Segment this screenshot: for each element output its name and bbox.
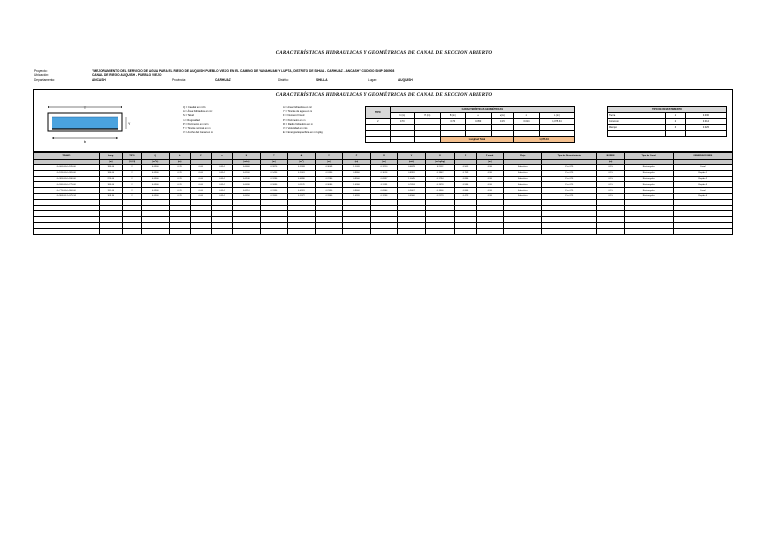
table-cell: 0.00 bbox=[190, 165, 211, 171]
table-cell bbox=[99, 228, 122, 234]
column-header: Tipo de Canal bbox=[624, 153, 673, 160]
table-cell: 0.0210 bbox=[233, 188, 261, 194]
column-unit: (m/s) bbox=[398, 159, 426, 165]
table-cell: 0.70 bbox=[169, 188, 190, 194]
table-cell: 0+365.00-0+590.00 bbox=[34, 176, 100, 182]
table-cell: 0.6878 bbox=[398, 165, 426, 171]
table-cell: 0.846 bbox=[455, 188, 476, 194]
rev-header: TIPO DE REVESTIMIENTO bbox=[608, 107, 727, 113]
table-cell: Canal bbox=[673, 165, 732, 171]
table-cell bbox=[122, 228, 141, 234]
table-cell: 0.9860 bbox=[343, 170, 371, 176]
column-header: Tipo de Revestimiento bbox=[542, 153, 597, 160]
table-cell: 185.00 bbox=[99, 165, 122, 171]
ubicacion-value: CANAL DE RIEGO AUQUISH - PUEBLO VIEJO bbox=[92, 73, 162, 77]
table-cell bbox=[370, 228, 398, 234]
table-cell: 0.0896 bbox=[288, 176, 316, 182]
empty-row bbox=[34, 228, 733, 234]
table-cell: 0.7653 bbox=[398, 182, 426, 188]
column-header: b bbox=[169, 153, 190, 160]
table-cell: Rectangular bbox=[624, 182, 673, 188]
column-header: Z bbox=[190, 153, 211, 160]
table-cell: F'c=175 bbox=[542, 170, 597, 176]
table-cell: 2 bbox=[122, 188, 141, 194]
channel-section-diagram bbox=[40, 103, 135, 146]
column-unit: (m³/s) bbox=[142, 159, 170, 165]
main-title: CARACTERÍSTICAS HIDRAULICAS Y GEOMÉTRICAS DE CANAL DE SECCION ABIERTO bbox=[275, 51, 493, 56]
table-cell: 0+590.00-0+775.00 bbox=[34, 182, 100, 188]
table-cell: 2 bbox=[122, 176, 141, 182]
table-cell: 0.90 bbox=[476, 176, 504, 182]
table-cell bbox=[398, 228, 426, 234]
table-cell: Rectangular bbox=[624, 176, 673, 182]
geo-col: e bbox=[465, 113, 491, 119]
table-cell: 0+185.00-0+365.00 bbox=[34, 170, 100, 176]
column-unit: (m) bbox=[343, 159, 371, 165]
legend-right bbox=[283, 106, 323, 135]
geo-cell: 0.70 bbox=[440, 119, 465, 125]
legend-item: V = Velocidad en m/s bbox=[283, 127, 308, 131]
rev-cell: 3 bbox=[666, 125, 686, 131]
table-cell: 0.1256 bbox=[370, 193, 398, 199]
geo-col: b (m) bbox=[390, 113, 414, 119]
table-cell: 0+775.00-0+966.00 bbox=[34, 188, 100, 194]
table-cell: Rapida 2 bbox=[673, 176, 732, 182]
geo-col: n bbox=[514, 113, 540, 119]
table-cell: 0.2179 bbox=[425, 193, 455, 199]
table-cell: 0.3360 bbox=[315, 193, 343, 199]
rev-cell: Concreto bbox=[608, 119, 666, 125]
table-cell: 0.1794 bbox=[425, 176, 455, 182]
geo-col: e(m) bbox=[491, 113, 514, 119]
label-bottom: b bbox=[83, 139, 87, 144]
legend-item: P = Perímetro en m/m bbox=[183, 122, 209, 126]
table-cell: F'c=175 bbox=[542, 165, 597, 171]
table-cell bbox=[260, 228, 288, 234]
table-cell: 0.90 bbox=[476, 182, 504, 188]
table-cell: 0.014 bbox=[211, 170, 232, 176]
table-cell: 0.3080 bbox=[315, 182, 343, 188]
geo-cell: 0.15 bbox=[491, 119, 514, 125]
ubicacion-label: Ubicación: bbox=[34, 73, 49, 77]
table-cell: 0.0900 bbox=[142, 193, 170, 199]
table-cell: Rectangular bbox=[624, 170, 673, 176]
table-cell bbox=[211, 228, 232, 234]
rev-cell: 2 bbox=[666, 119, 686, 125]
column-unit: (m) bbox=[597, 159, 625, 165]
table-cell: 2 bbox=[122, 170, 141, 176]
table-cell: Subcrítico bbox=[504, 188, 542, 194]
table-cell bbox=[425, 228, 455, 234]
table-cell: 0.0900 bbox=[142, 176, 170, 182]
table-cell: 1.0045 bbox=[398, 176, 426, 182]
table-cell: 0.00 bbox=[190, 188, 211, 194]
table-cell: 0.0900 bbox=[142, 170, 170, 176]
column-header: A bbox=[288, 153, 316, 160]
project-label: Proyecto: bbox=[34, 69, 48, 73]
legend-item: F = Numero Froud bbox=[283, 114, 305, 118]
rev-cell: 1 bbox=[666, 113, 686, 119]
table-cell: 185.00 bbox=[99, 182, 122, 188]
table-cell: 0.0937 bbox=[370, 176, 398, 182]
table-cell: 0.90 bbox=[476, 165, 504, 171]
geo-col: H (m) bbox=[415, 113, 441, 119]
table-cell: 0.1330 bbox=[260, 188, 288, 194]
geo-header: CARACTERÍSTICAS GEOMÉTRICAS bbox=[390, 107, 574, 113]
column-header: n bbox=[211, 153, 232, 160]
table-cell: 0.2280 bbox=[315, 176, 343, 182]
table-cell: 0.0900 bbox=[142, 165, 170, 171]
table-cell: Rapida 4 bbox=[673, 193, 732, 199]
legend-item: n = Rugosidad bbox=[183, 118, 200, 122]
geo-cell: 2 bbox=[366, 119, 391, 125]
table-cell bbox=[142, 228, 170, 234]
table-cell: 0.15 bbox=[597, 188, 625, 194]
table-cell: 0.1806 bbox=[425, 188, 455, 194]
table-cell: 0.759 bbox=[455, 170, 476, 176]
column-unit: (m/m) bbox=[233, 159, 261, 165]
column-unit: (m) bbox=[315, 159, 343, 165]
table-cell: 0.1309 bbox=[288, 165, 316, 171]
table-cell: 0.1430 bbox=[260, 170, 288, 176]
table-cell: Subcrítico bbox=[504, 165, 542, 171]
table-cell: 0.90 bbox=[476, 170, 504, 176]
lugar-value: AUQUISH bbox=[398, 78, 413, 82]
rev-cell: Mampo bbox=[608, 125, 666, 131]
table-cell: 0.014 bbox=[211, 182, 232, 188]
table-cell: Rapida 3 bbox=[673, 182, 732, 188]
table-cell: 0.70 bbox=[169, 165, 190, 171]
table-cell: 0.15 bbox=[597, 165, 625, 171]
table-cell: 0.014 bbox=[211, 188, 232, 194]
project-value: "MEJORAMIENTO DEL SERVICIO DE AGUA PARA EL RIEGO DE AUQUISH PUEBLO VIEJO EN EL CAMINO DE YANAHUAM Y LUPTA, DISTRITO DE SIHUA - CARHUAZ - ANCASH" CODIGO SNIP 266908 bbox=[92, 69, 395, 73]
table-cell: 0.00 bbox=[190, 182, 211, 188]
table-cell: 2 bbox=[122, 165, 141, 171]
table-cell: 0.0240 bbox=[233, 176, 261, 182]
table-cell bbox=[233, 228, 261, 234]
provincia-label: Provincia: bbox=[172, 78, 186, 82]
table-cell: 0.2430 bbox=[315, 170, 343, 176]
column-unit: (m) bbox=[476, 159, 504, 165]
total-length-label: Longitud Total bbox=[440, 137, 513, 143]
table-cell: 0.014 bbox=[211, 176, 232, 182]
legend-item: T = Tirante normal en m bbox=[183, 127, 211, 131]
table-cell: 191.00 bbox=[99, 188, 122, 194]
column-unit: (m) bbox=[169, 159, 190, 165]
table-cell bbox=[597, 228, 625, 234]
geo-tipo-header: TIPO bbox=[366, 107, 391, 119]
geo-cell: 0.050 bbox=[465, 119, 491, 125]
table-cell: 0.70 bbox=[169, 193, 190, 199]
distrito-label: Distrito: bbox=[278, 78, 289, 82]
departamento-label: Departamento: bbox=[34, 78, 56, 82]
table-cell bbox=[504, 228, 542, 234]
legend-item: E = Energía Especifica en m kg/kg bbox=[283, 131, 323, 135]
column-header: TIPO bbox=[122, 153, 141, 160]
table-cell bbox=[315, 228, 343, 234]
column-header: V bbox=[398, 153, 426, 160]
distrito-value: SHILLA bbox=[316, 78, 328, 82]
table-cell: 0+000.00-0+185.00 bbox=[34, 165, 100, 171]
column-header: F bbox=[455, 153, 476, 160]
table-cell: 2 bbox=[122, 193, 141, 199]
table-cell: 109.34 bbox=[99, 193, 122, 199]
table-cell: 0.1280 bbox=[260, 176, 288, 182]
column-header: Long. bbox=[99, 153, 122, 160]
column-unit: (m²) bbox=[288, 159, 316, 165]
table-cell: Subcrítico bbox=[504, 182, 542, 188]
column-header: S bbox=[233, 153, 261, 160]
table-cell: 0+966.00-1+075.34 bbox=[34, 193, 100, 199]
geo-cell: 1,075.34 bbox=[539, 119, 574, 125]
column-unit: (m) bbox=[370, 159, 398, 165]
column-unit: (m) bbox=[99, 159, 122, 165]
table-cell bbox=[34, 228, 100, 234]
rev-cell: Tierra bbox=[608, 113, 666, 119]
table-cell: 0.0931 bbox=[288, 188, 316, 194]
table-cell bbox=[624, 228, 673, 234]
departamento-value: ANCASH bbox=[92, 78, 106, 82]
table-cell: 0.90 bbox=[476, 193, 504, 199]
label-top: T bbox=[83, 105, 87, 110]
table-cell: Rectangular bbox=[624, 188, 673, 194]
table-cell: 0.70 bbox=[169, 170, 190, 176]
table-cell: 0.6560 bbox=[398, 193, 426, 199]
label-side: Y bbox=[128, 122, 131, 126]
column-header: T bbox=[260, 153, 288, 160]
table-cell: 0.1680 bbox=[260, 182, 288, 188]
total-length-value: 1,075.34 bbox=[514, 137, 575, 143]
table-cell: 0.014 bbox=[211, 193, 232, 199]
table-cell: 0.15 bbox=[597, 193, 625, 199]
provincia-value: CARHUAZ bbox=[215, 78, 231, 82]
geo-col: L (m) bbox=[539, 113, 574, 119]
table-cell bbox=[542, 228, 597, 234]
section-title: CARACTERÍSTICAS HIDRAULICAS Y GEOMÉTRICAS DE CANAL DE SECCION ABIERTO bbox=[275, 93, 493, 98]
column-header: Q bbox=[142, 153, 170, 160]
revestimiento-table bbox=[607, 106, 727, 137]
table-cell: F'c=175 bbox=[542, 176, 597, 182]
column-header: P bbox=[343, 153, 371, 160]
table-cell: 180.00 bbox=[99, 170, 122, 176]
geometry-table bbox=[365, 106, 575, 143]
column-header: F cond. bbox=[476, 153, 504, 160]
legend-item: Y = Tirante de agua en m bbox=[283, 110, 313, 114]
table-cell: 0.1016 bbox=[370, 170, 398, 176]
column-unit: (m kg/kg) bbox=[425, 159, 455, 165]
table-cell: Rapida 1 bbox=[673, 170, 732, 176]
table-cell: 1.0920 bbox=[343, 193, 371, 199]
table-cell: 0.1210 bbox=[370, 165, 398, 171]
table-cell: 0.596 bbox=[455, 182, 476, 188]
table-cell: F'c=175 bbox=[542, 188, 597, 194]
table-cell bbox=[190, 228, 211, 234]
column-header: Y bbox=[315, 153, 343, 160]
table-cell: 0.0060 bbox=[233, 165, 261, 171]
legend-item: V = Ancho del Canal en m bbox=[183, 131, 214, 135]
geo-cell: 0.014 bbox=[514, 119, 540, 125]
legend-item: R = Radio hidraulico en m bbox=[283, 122, 313, 126]
legend-item: A = Area hidraulica en m² bbox=[283, 106, 313, 109]
column-header: Flujo bbox=[504, 153, 542, 160]
table-cell: 0.1135 bbox=[370, 182, 398, 188]
table-cell: 0.1978 bbox=[425, 182, 455, 188]
table-cell: 0.0964 bbox=[370, 188, 398, 194]
table-cell bbox=[169, 228, 190, 234]
table-cell: 0.15 bbox=[597, 170, 625, 176]
table-cell: 0.3009 bbox=[315, 165, 343, 171]
table-cell: 0.1870 bbox=[260, 165, 288, 171]
column-header: BORDE bbox=[597, 153, 625, 160]
table-cell: 0.473 bbox=[455, 193, 476, 199]
table-cell: 0.0050 bbox=[233, 193, 261, 199]
table-cell: 225.00 bbox=[99, 176, 122, 182]
table-cell: 0.9667 bbox=[398, 188, 426, 194]
legend-item: P = Perimetro en m bbox=[283, 118, 306, 122]
rev-cell: 0.030 bbox=[685, 113, 726, 119]
table-cell: 0.9660 bbox=[343, 188, 371, 194]
table-cell bbox=[673, 228, 732, 234]
table-cell: 0.9560 bbox=[343, 176, 371, 182]
table-cell: 0.0900 bbox=[142, 182, 170, 188]
table-cell: 0.1372 bbox=[288, 193, 316, 199]
table-cell bbox=[343, 228, 371, 234]
table-cell: 0.15 bbox=[597, 182, 625, 188]
table-cell: 0.2112 bbox=[425, 165, 455, 171]
table-cell: Canal bbox=[673, 188, 732, 194]
geo-col: B (m) bbox=[440, 113, 465, 119]
table-cell: Rectangular bbox=[624, 193, 673, 199]
table-cell: 0.1960 bbox=[260, 193, 288, 199]
legend-item: S = Talud bbox=[183, 114, 194, 118]
table-cell: 0.70 bbox=[169, 182, 190, 188]
legend-item: A = Área hidráulica en m² bbox=[183, 110, 213, 114]
table-cell: 0.0900 bbox=[142, 188, 170, 194]
table-cell bbox=[455, 228, 476, 234]
table-cell: 0.00 bbox=[190, 170, 211, 176]
table-cell: 0.0160 bbox=[233, 170, 261, 176]
table-cell: 1.0360 bbox=[343, 182, 371, 188]
table-cell: 0.90 bbox=[476, 188, 504, 194]
table-cell: 0.15 bbox=[597, 176, 625, 182]
table-cell bbox=[288, 228, 316, 234]
geo-cell: 0.70 bbox=[390, 119, 414, 125]
table-cell: 2 bbox=[122, 182, 141, 188]
table-cell: F'c=175 bbox=[542, 193, 597, 199]
column-unit: (m) bbox=[260, 159, 288, 165]
legend-left bbox=[183, 106, 213, 135]
table-cell: Subcrítico bbox=[504, 176, 542, 182]
lugar-label: Lugar: bbox=[368, 78, 378, 82]
legend-item: Q = Caudal en m³/s bbox=[183, 106, 206, 109]
rev-cell: 0.014 bbox=[685, 119, 726, 125]
column-header: OBSERVACIONES bbox=[673, 153, 732, 160]
table-cell: 0.1842 bbox=[425, 170, 455, 176]
table-cell: 0.896 bbox=[455, 176, 476, 182]
table-cell: 0.00 bbox=[190, 176, 211, 182]
table-cell: 1.1020 bbox=[343, 165, 371, 171]
column-unit: (1,2,3) bbox=[122, 159, 141, 165]
table-cell: 0.8991 bbox=[398, 170, 426, 176]
column-header: E bbox=[425, 153, 455, 160]
table-cell: 0.1001 bbox=[288, 170, 316, 176]
table-cell: Subcrítico bbox=[504, 170, 542, 176]
rev-cell: 0.025 bbox=[685, 125, 726, 131]
table-cell bbox=[476, 228, 504, 234]
table-cell: 0.2330 bbox=[315, 188, 343, 194]
column-header: R bbox=[370, 153, 398, 160]
table-cell: 0.00 bbox=[190, 193, 211, 199]
table-cell: 0.0090 bbox=[233, 182, 261, 188]
table-cell: 0.70 bbox=[169, 176, 190, 182]
table-cell: 0.1176 bbox=[288, 182, 316, 188]
table-cell: 0.014 bbox=[211, 165, 232, 171]
table-cell: Rectangular bbox=[624, 165, 673, 171]
table-cell: Subcrítico bbox=[504, 193, 542, 199]
table-cell: F'c=175 bbox=[542, 182, 597, 188]
table-cell: 0.505 bbox=[455, 165, 476, 171]
hydraulic-table bbox=[33, 152, 733, 235]
column-header: TRAMO bbox=[34, 153, 100, 160]
